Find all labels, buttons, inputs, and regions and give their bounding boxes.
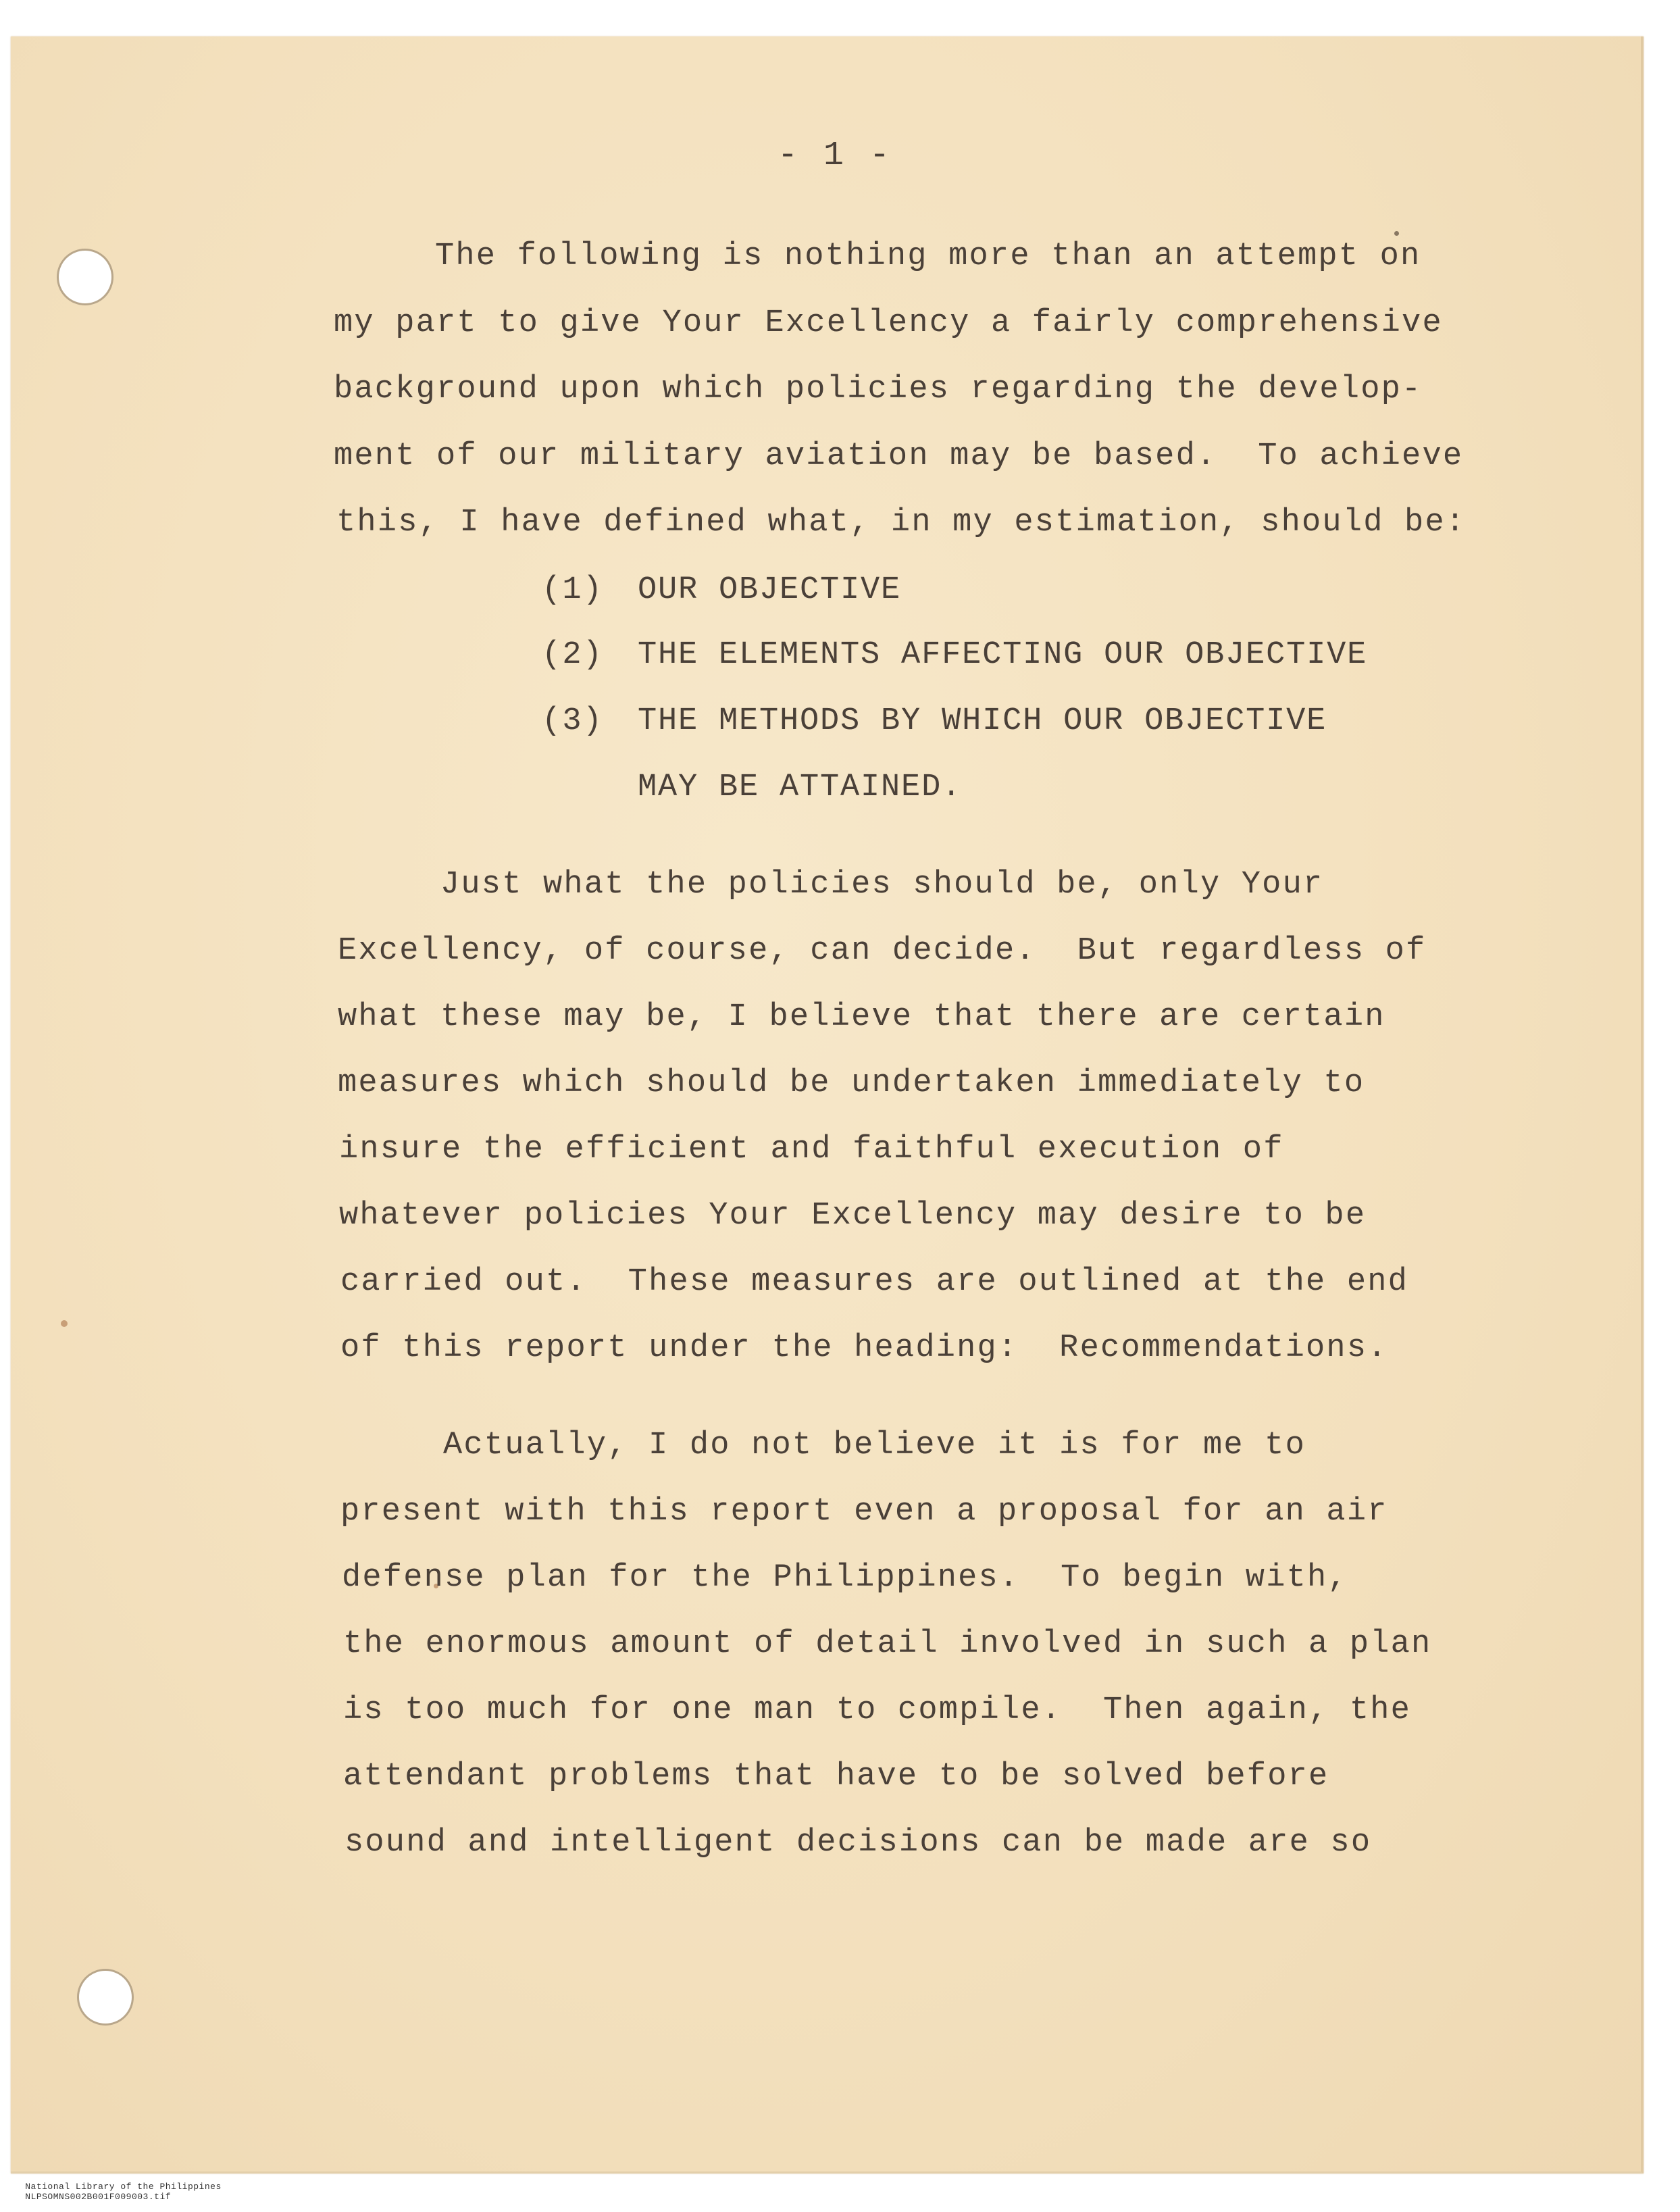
list-number: (3) <box>542 703 604 739</box>
list-number: (2) <box>542 637 604 673</box>
text-line: Actually, I do not believe it is for me to <box>443 1428 1306 1463</box>
text-line: background upon which policies regarding the develop- <box>334 372 1423 407</box>
text-line: sound and intelligent decisions can be made are so <box>345 1825 1372 1861</box>
text-line: The following is nothing more than an attempt on <box>435 238 1421 274</box>
text-line: what these may be, I believe that there are certain <box>338 999 1385 1035</box>
text-line: this, I have defined what, in my estimation, should be: <box>336 505 1467 541</box>
list-item-text: OUR OBJECTIVE <box>638 572 902 608</box>
page-number: - 1 - <box>777 136 893 175</box>
list-item-text: THE METHODS BY WHICH OUR OBJECTIVE <box>638 703 1327 739</box>
text-line: of this report under the heading: Recommendations. <box>340 1330 1388 1366</box>
text-line: Just what the policies should be, only Your <box>440 867 1324 903</box>
text-line: the enormous amount of detail involved in such a plan <box>343 1626 1432 1662</box>
scan-footer <box>3 2171 242 2212</box>
footer-institution: National Library of the Philippines <box>25 2182 222 2192</box>
text-line: measures which should be undertaken immediately to <box>338 1065 1365 1101</box>
punch-hole-top <box>57 249 113 305</box>
punch-hole-bottom <box>77 1969 134 2026</box>
text-line: is too much for one man to compile. Then again, the <box>343 1692 1412 1728</box>
text-line: whatever policies Your Excellency may desire to be <box>339 1198 1367 1234</box>
paper-sheet <box>11 36 1644 2173</box>
paper-speck <box>1394 231 1399 236</box>
footer-file-id: NLPSOMNS002B001F009003.tif <box>25 2192 172 2202</box>
text-line: defense plan for the Philippines. To begin with, <box>342 1560 1348 1596</box>
text-line: Excellency, of course, can decide. But regardless of <box>338 933 1427 969</box>
text-line: attendant problems that have to be solved before <box>343 1759 1329 1794</box>
list-item-text: MAY BE ATTAINED. <box>638 770 963 805</box>
text-line: my part to give Your Excellency a fairly comprehensive <box>334 305 1443 341</box>
paper-speck <box>61 1320 68 1327</box>
text-line: carried out. These measures are outlined at the end <box>340 1264 1409 1300</box>
text-line: ment of our military aviation may be based. To achieve <box>334 438 1464 474</box>
list-number: (1) <box>542 572 604 608</box>
list-item-text: THE ELEMENTS AFFECTING OUR OBJECTIVE <box>638 637 1368 673</box>
text-line: insure the efficient and faithful execution of <box>339 1132 1284 1167</box>
text-line: present with this report even a proposal for an air <box>340 1494 1388 1530</box>
